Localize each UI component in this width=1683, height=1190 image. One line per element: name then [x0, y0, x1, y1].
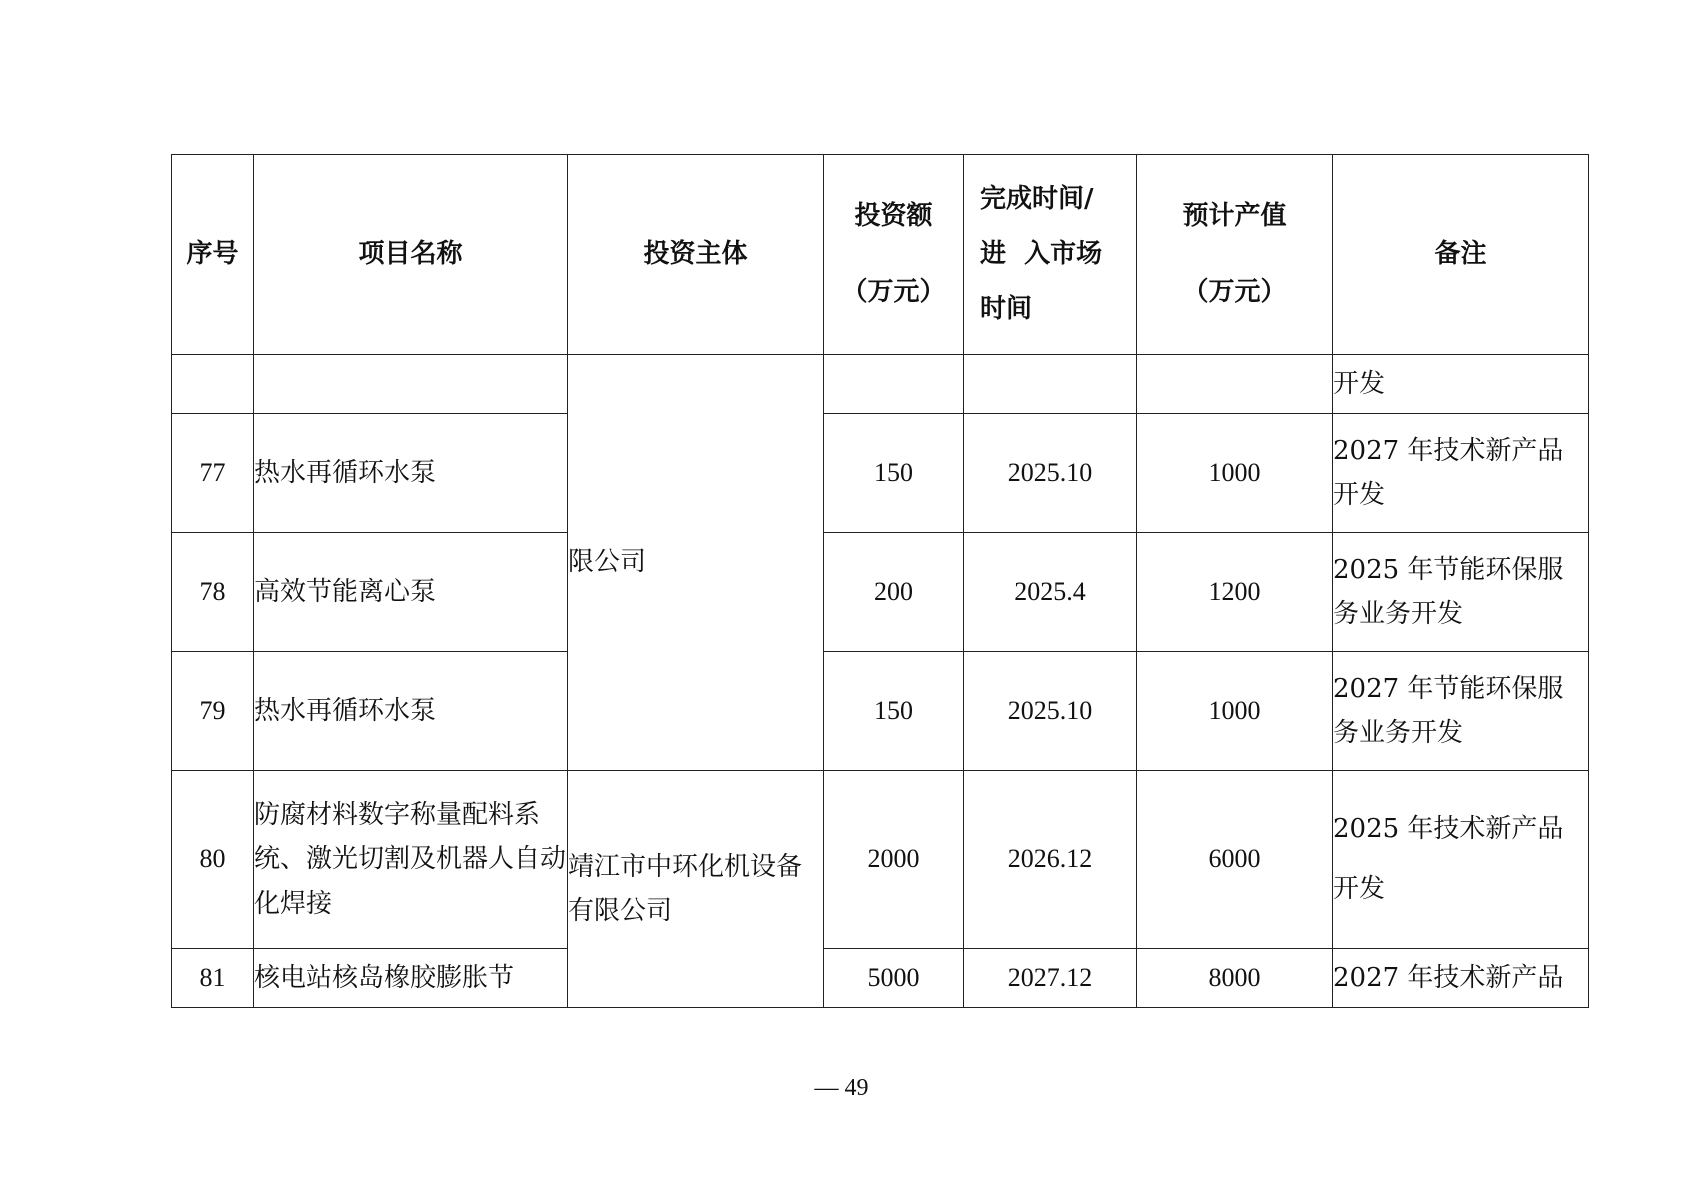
- cell-project-name: 核电站核岛橡胶膨胀节: [254, 949, 568, 1008]
- cell-amount: 150: [824, 652, 964, 771]
- header-amount-line2: （万元）: [841, 276, 946, 307]
- header-investment-amount: [824, 155, 964, 355]
- cell-time: 2025.10: [964, 652, 1137, 771]
- cell-project-name: [254, 355, 568, 414]
- cell-output: 1000: [1137, 652, 1333, 771]
- cell-time: [964, 355, 1137, 414]
- cell-investor: 靖江市中环化机设备有限公司: [568, 771, 824, 1008]
- cell-output: 1200: [1137, 533, 1333, 652]
- cell-output: 1000: [1137, 414, 1333, 533]
- cell-seq: 78: [172, 533, 254, 652]
- cell-seq: 77: [172, 414, 254, 533]
- cell-time: 2025.10: [964, 414, 1137, 533]
- header-seq: 序号: [172, 155, 254, 355]
- cell-project-name: 热水再循环水泵: [254, 652, 568, 771]
- cell-seq: 81: [172, 949, 254, 1008]
- header-note: 备注: [1333, 155, 1589, 355]
- cell-note: 开发: [1333, 355, 1589, 414]
- header-project-name: 项目名称: [254, 155, 568, 355]
- table-row: [172, 533, 1589, 652]
- header-time-line2: 进 入市场: [980, 238, 1103, 269]
- cell-amount: 5000: [824, 949, 964, 1008]
- cell-time: 2027.12: [964, 949, 1137, 1008]
- header-time-line1: 完成时间/: [980, 183, 1094, 214]
- cell-note: 2027 年节能环保服务业务开发: [1333, 652, 1589, 771]
- cell-seq: 80: [172, 771, 254, 949]
- cell-project-name: 防腐材料数字称量配料系统、激光切割及机器人自动化焊接: [254, 771, 568, 949]
- header-investor: 投资主体: [568, 155, 824, 355]
- cell-project-name: 高效节能离心泵: [254, 533, 568, 652]
- cell-investor: 限公司: [568, 355, 824, 771]
- cell-note: 2025 年节能环保服务业务开发: [1333, 533, 1589, 652]
- cell-time: 2025.4: [964, 533, 1137, 652]
- header-completion-time: [964, 155, 1137, 355]
- cell-amount: 200: [824, 533, 964, 652]
- header-time-line3: 时间: [980, 294, 1033, 325]
- cell-note: 2027 年技术新产品: [1333, 949, 1589, 1008]
- cell-amount: 2000: [824, 771, 964, 949]
- header-output-line1: 预计产值: [1182, 201, 1287, 232]
- header-expected-output: [1137, 155, 1333, 355]
- cell-output: 8000: [1137, 949, 1333, 1008]
- table-row: [172, 414, 1589, 533]
- cell-project-name: 热水再循环水泵: [254, 414, 568, 533]
- cell-amount: [824, 355, 964, 414]
- table-header-row: [172, 155, 1589, 355]
- cell-output: 6000: [1137, 771, 1333, 949]
- table-row: [172, 771, 1589, 949]
- cell-output: [1137, 355, 1333, 414]
- cell-note: 2027 年技术新产品开发: [1333, 414, 1589, 533]
- table-row: [172, 652, 1589, 771]
- cell-seq: [172, 355, 254, 414]
- cell-seq: 79: [172, 652, 254, 771]
- investment-project-table: [171, 154, 1589, 1008]
- cell-note: 2025 年技术新产品开发: [1333, 771, 1589, 949]
- header-amount-line1: 投资额: [854, 201, 933, 232]
- cell-amount: 150: [824, 414, 964, 533]
- table-row: [172, 355, 1589, 414]
- page-number: — 49: [814, 1075, 869, 1101]
- header-output-line2: （万元）: [1182, 276, 1287, 307]
- table-row: [172, 949, 1589, 1008]
- cell-time: 2026.12: [964, 771, 1137, 949]
